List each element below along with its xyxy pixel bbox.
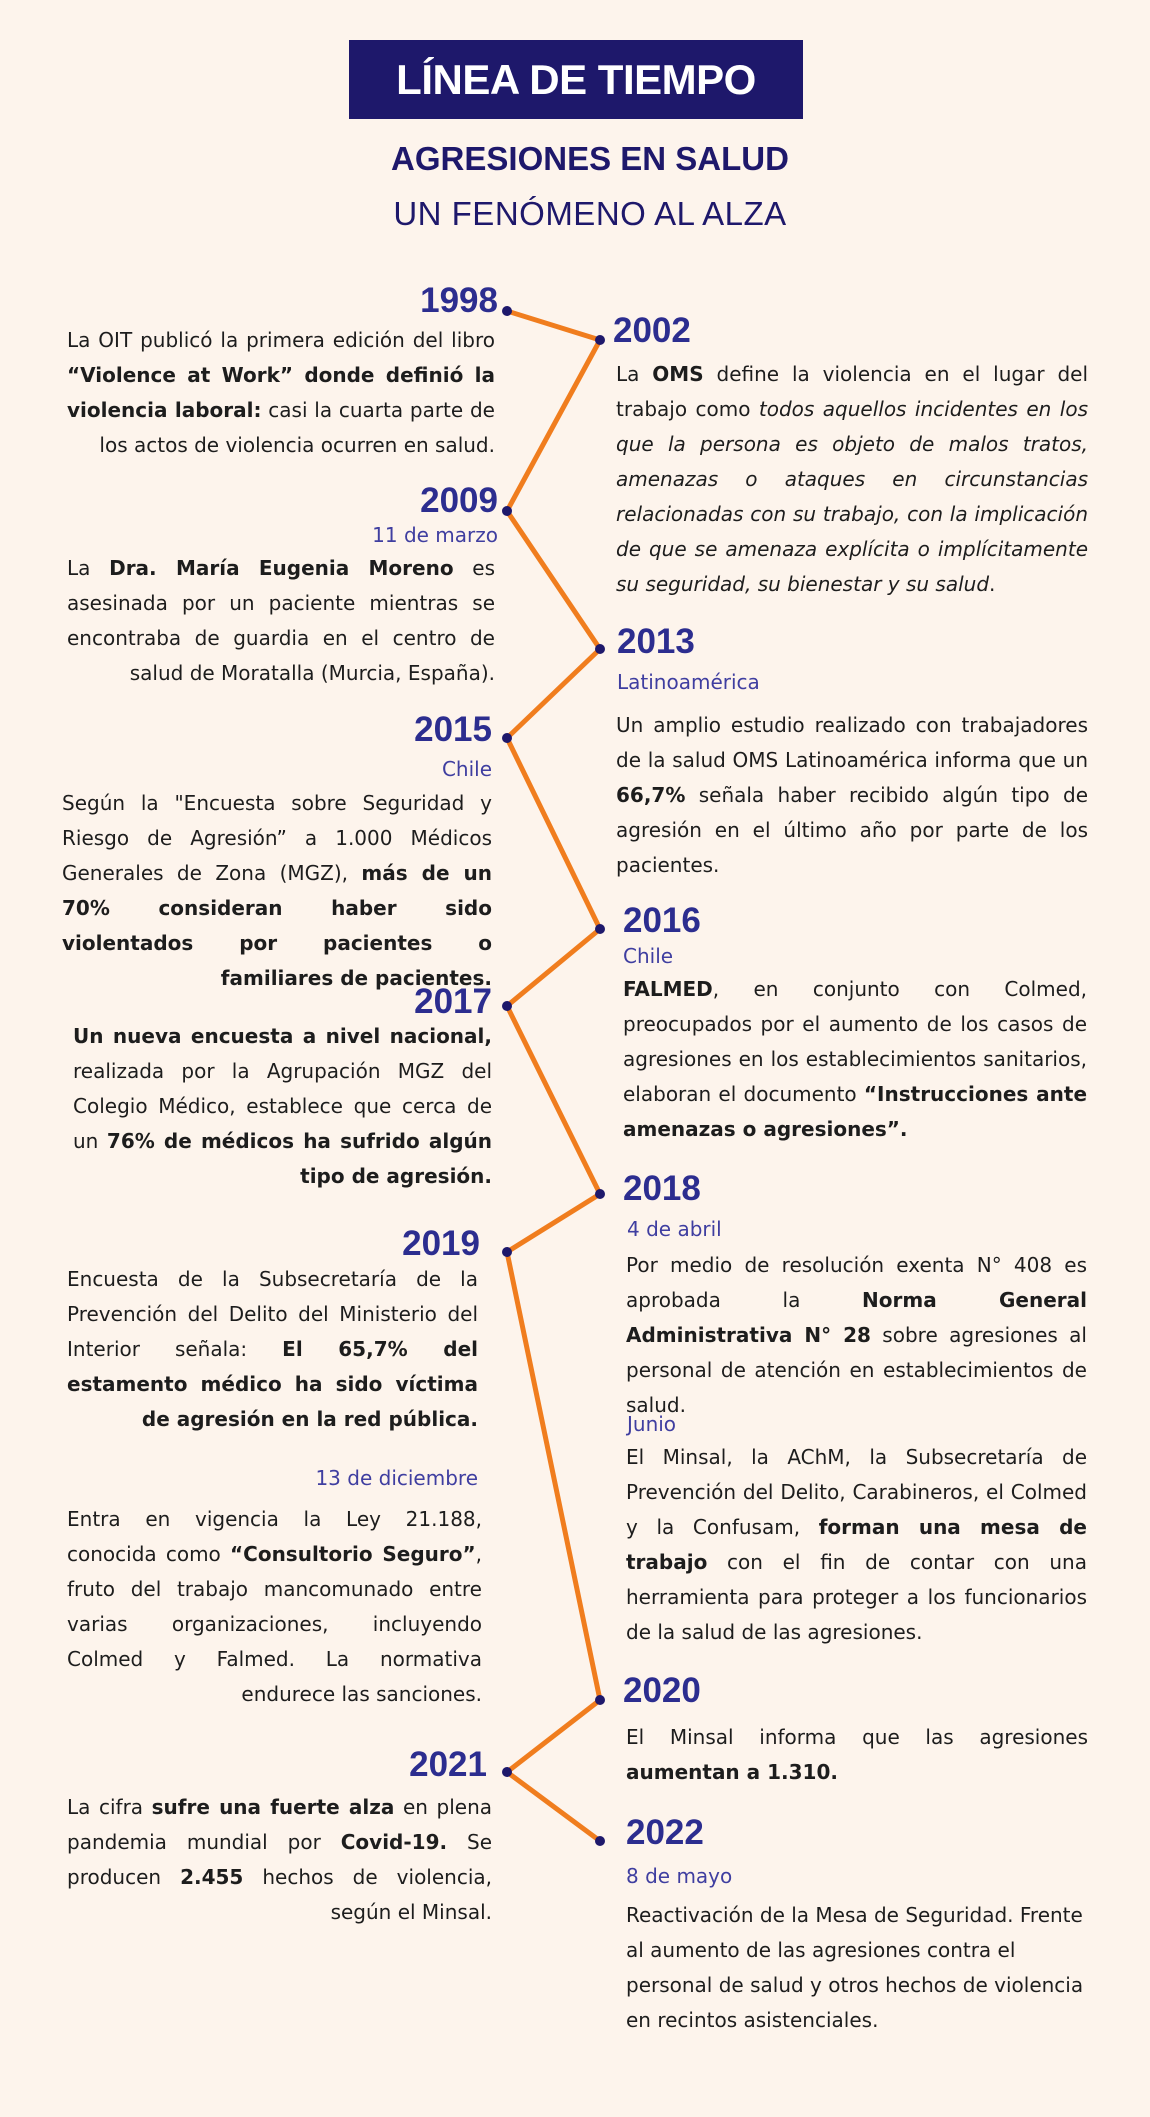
timeline-dot-2021 [502,1767,512,1777]
timeline-dot-2016 [595,924,605,934]
timeline-dot-2015 [502,733,512,743]
event-2015-place: Chile [441,757,492,781]
year-2002: 2002 [613,311,691,350]
year-2013: 2013 [617,622,695,661]
event-2019-text: Encuesta de la Subsecretaría de la Prevención del Delito del Ministerio del Interior señala: El 65,7% del estamento médico ha sido víctima de agresión en la red pública. [67,1267,478,1431]
page-title: LÍNEA DE TIEMPO [396,55,756,103]
timeline-dot-2002 [595,335,605,345]
year-2017: 2017 [414,982,492,1021]
event-1998-text: La OIT publicó la primera edición del libro “Violence at Work” donde definió la violencia laboral: casi la cuarta parte de los actos de violencia ocurren en salud. [67,328,495,457]
event-2009-text: La Dra. María Eugenia Moreno es asesinada por un paciente mientras se encontraba de guardia en el centro de salud de Moratalla (Murcia, España). [67,556,495,685]
timeline-dot-2022 [595,1836,605,1846]
year-2015: 2015 [414,710,492,749]
timeline-dot-2017 [502,1001,512,1011]
event-2016-place: Chile [623,944,674,968]
event-2018-text: Por medio de resolución exenta N° 408 es aprobada la Norma General Administrativa N° 28 sobre agresiones al personal de atención en establecimientos de salud. [626,1253,1088,1417]
event-2002-text: La OMS define la violencia en el lugar del trabajo como todos aquellos incidentes en los que la persona es objeto de malos tratos, amenazas o ataques en circunstancias relacionadas con su trabajo, con la implicación de que se amenaza explícita o implícitamente su seguridad, su bienestar y su salud. [616,362,1089,596]
event-2013-place: Latinoamérica [617,670,760,694]
event-2022-date: 8 de mayo [626,1864,733,1888]
event-2013-text: Un amplio estudio realizado con trabajadores de la salud OMS Latinoamérica informa que un 66,7% señala haber recibido algún tipo de agresión en el último año por parte de los pacientes. [616,713,1088,877]
event-2021-text: La cifra sufre una fuerte alza en plena pandemia mundial por Covid-19. Se producen 2.455 hechos de violencia, según el Minsal. [67,1795,493,1924]
year-2020: 2020 [623,1671,701,1710]
timeline-dot-1998 [502,306,512,316]
event-2016-text: FALMED, en conjunto con Colmed, preocupados por el aumento de los casos de agresiones en los establecimientos sanitarios, elaboran el documento “Instrucciones ante amenazas o agresiones”. [623,977,1088,1141]
event-2018-date2: Junio [627,1412,677,1436]
year-1998: 1998 [420,281,498,320]
timeline-dot-2009 [502,506,512,516]
event-2017-text: Un nueva encuesta a nivel nacional, realizada por la Agrupación MGZ del Colegio Médico, establece que cerca de un 76% de médicos ha sufrido algún tipo de agresión. [73,1024,492,1188]
timeline-dot-2019 [502,1247,512,1257]
timeline-dot-2013 [595,644,605,654]
subtitle-main: AGRESIONES EN SALUD [391,140,789,177]
event-2009-date: 11 de marzo [372,523,498,547]
event-2019-date2: 13 de diciembre [315,1466,478,1490]
year-2021: 2021 [409,1745,487,1784]
subtitle-secondary: UN FENÓMENO AL ALZA [393,195,787,232]
year-2009: 2009 [420,481,498,520]
event-2020-text: El Minsal informa que las agresiones aumentan a 1.310. [626,1725,1088,1784]
event-2018-text2: El Minsal, la AChM, la Subsecretaría de Prevención del Delito, Carabineros, el Colmed y la Confusam, forman una mesa de trabajo con el fin de contar con una herramienta para proteger a los funcionarios de la salud de las agresiones. [626,1445,1087,1644]
year-2022: 2022 [626,1813,704,1852]
event-2015-text: Según la "Encuesta sobre Seguridad y Riesgo de Agresión” a 1.000 Médicos Generales de Zona (MGZ), más de un 70% consideran haber sido violentados por pacientes o familiares de pacientes. [62,791,492,990]
timeline-dot-2018 [595,1189,605,1199]
event-2019-text2: Entra en vigencia la Ley 21.188, conocida como “Consultorio Seguro”, fruto del trabajo mancomunado entre varias organizaciones, incluyendo Colmed y Falmed. La normativa endurece las sanciones. [67,1507,482,1706]
timeline-dot-2020 [595,1695,605,1705]
year-2018: 2018 [623,1169,701,1208]
year-2016: 2016 [623,901,701,940]
year-2019: 2019 [402,1224,480,1263]
event-2022-text: Reactivación de la Mesa de Seguridad. Frente al aumento de las agresiones contra el personal de salud y otros hechos de violencia en recintos asistenciales. [626,1903,1084,2032]
event-2018-date: 4 de abril [627,1217,722,1241]
